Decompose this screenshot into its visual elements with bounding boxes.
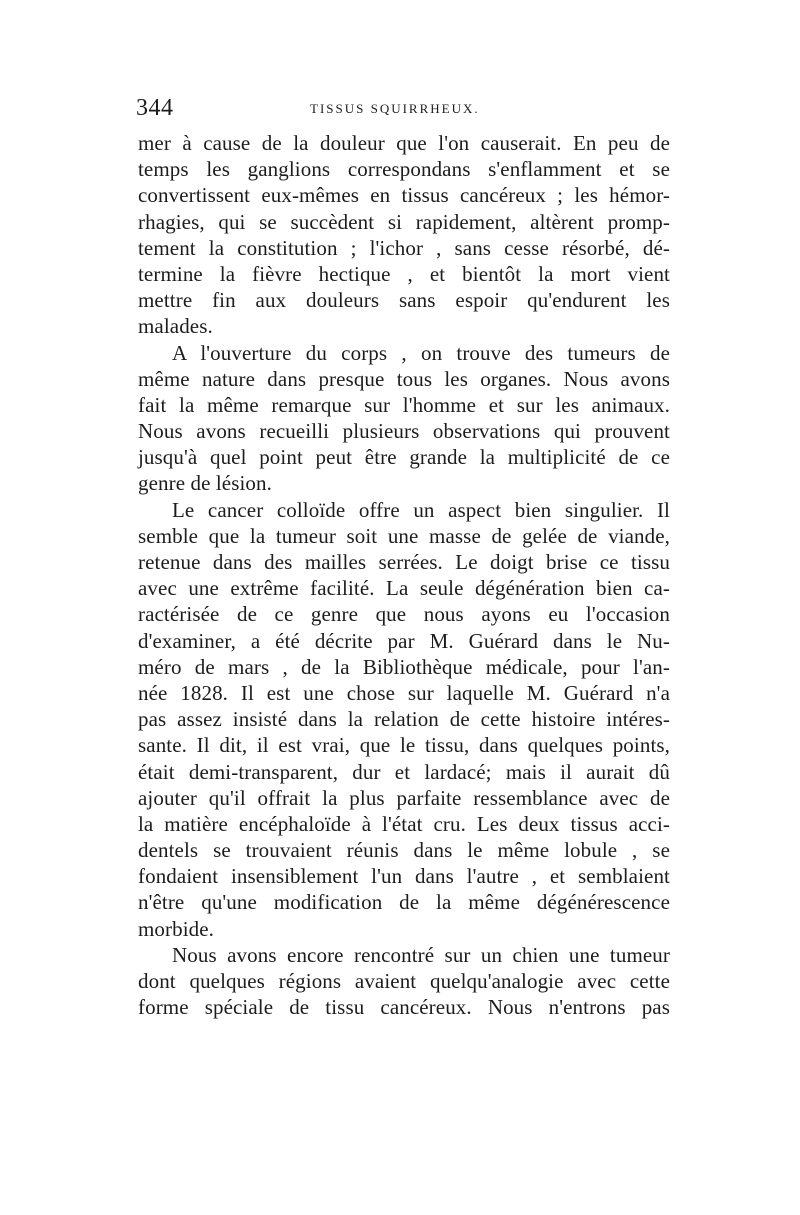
text-line: forme spéciale de tissu cancéreux. Nous n'entrons pas <box>138 995 670 1020</box>
text-line: ajouter qu'il offrait la plus parfaite ressemblance avec de <box>138 785 670 810</box>
text-line: née 1828. Il est une chose sur laquelle M. Guérard n'a <box>138 680 670 705</box>
text-line: fait la même remarque sur l'homme et sur les animaux. <box>138 392 670 417</box>
text-line: était demi-transparent, dur et lardacé; mais il aurait dû <box>138 759 670 784</box>
text-line: dont quelques régions avaient quelqu'analogie avec cette <box>138 969 670 993</box>
body-text <box>138 130 670 1020</box>
text-line: la matière encéphaloïde à l'état cru. Les deux tissus acci- <box>138 811 670 836</box>
text-line: morbide. <box>138 916 215 941</box>
text-line: retenue dans des mailles serrées. Le doigt brise ce tissu <box>138 550 670 574</box>
text-line: mettre fin aux douleurs sans espoir qu'endurent les <box>138 288 670 313</box>
text-line: même nature dans presque tous les organes. Nous avons <box>138 366 670 391</box>
text-line: ractérisée de ce genre que nous ayons eu l'occasion <box>138 602 670 627</box>
text-line: sante. Il dit, il est vrai, que le tissu, dans quelques points, <box>138 733 670 758</box>
text-line: dentels se trouvaient réunis dans le même lobule , se <box>138 838 670 863</box>
text-line: semble que la tumeur soit une masse de gelée de viande, <box>138 523 670 548</box>
text-line: termine la fièvre hectique , et bientôt la mort vient <box>138 261 670 286</box>
text-line: malades. <box>138 314 213 339</box>
text-line: Nous avons encore rencontré sur un chien une tumeur <box>172 942 670 967</box>
paragraph-1 <box>138 130 670 340</box>
text-line: jusqu'à quel point peut être grande la multiplicité de ce <box>138 445 670 470</box>
text-line: n'être qu'une modification de la même dégénérescence <box>138 890 670 915</box>
paragraph-3 <box>138 497 670 942</box>
page-number: 344 <box>136 95 174 121</box>
text-line: temps les ganglions correspondans s'enflamment et se <box>138 157 670 182</box>
text-line: Nous avons recueilli plusieurs observations qui prouvent <box>138 419 670 444</box>
running-title: TISSUS SQUIRRHEUX. <box>310 101 480 116</box>
text-line: fondaient insensiblement l'un dans l'autre , et semblaient <box>138 864 670 889</box>
text-line: d'examiner, a été décrite par M. Guérard dans le Nu- <box>138 628 670 653</box>
text-line: pas assez insisté dans la relation de cette histoire intéres- <box>138 707 670 732</box>
text-line: méro de mars , de la Bibliothèque médicale, pour l'an- <box>138 654 670 679</box>
text-line: A l'ouverture du corps , on trouve des tumeurs de <box>172 340 670 365</box>
text-line: rhagies, qui se succèdent si rapidement, altèrent promp- <box>138 209 670 234</box>
text-line: convertissent eux-mêmes en tissus cancéreux ; les hémor- <box>138 183 670 208</box>
text-line: avec une extrême facilité. La seule dégénération bien ca- <box>138 576 670 601</box>
text-line: genre de lésion. <box>138 471 272 496</box>
paragraph-2 <box>138 340 670 497</box>
text-line: mer à cause de la douleur que l'on causerait. En peu de <box>138 131 670 155</box>
paragraph-4 <box>138 942 670 1021</box>
text-line: tement la constitution ; l'ichor , sans cesse résorbé, dé- <box>138 235 670 260</box>
text-line: Le cancer colloïde offre un aspect bien singulier. Il <box>172 497 670 522</box>
